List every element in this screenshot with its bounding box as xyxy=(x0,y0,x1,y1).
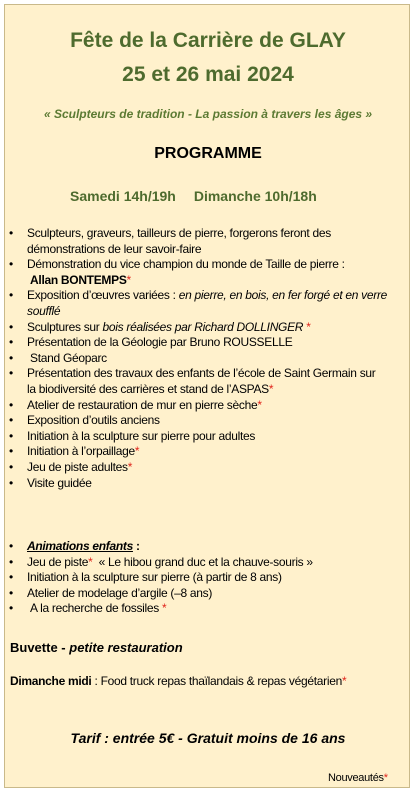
price-info: Tarif : entrée 5€ - Gratuit moins de 16 ans xyxy=(70,730,346,746)
list-item: • Initiation à la sculpture sur pierre (à partir de 8 ans) xyxy=(0,570,387,586)
list-item: • Atelier de restauration de mur en pierre sèche* xyxy=(0,398,387,414)
new-marker: * xyxy=(162,601,167,616)
list-item: • Jeu de piste adultes* xyxy=(0,460,387,476)
saturday-hours: Samedi 14h/19h xyxy=(70,188,176,204)
list-item: • Exposition d’outils anciens xyxy=(0,413,387,429)
new-marker: * xyxy=(134,444,140,459)
kids-activity-list xyxy=(0,539,387,617)
list-item: • Initiation à l’orpaillage* xyxy=(0,444,387,460)
list-item: • Initiation à la sculpture sur pierre pour adultes xyxy=(0,429,387,445)
event-title: Fête de la Carrière de GLAY xyxy=(70,29,346,52)
new-legend: Nouveautés* xyxy=(328,772,388,784)
opening-hours xyxy=(70,188,317,204)
new-marker: * xyxy=(268,381,274,396)
list-item: • Sculpteurs, graveurs, tailleurs de pierre, forgerons feront des démonstrations de leur savoir-faire xyxy=(0,226,387,257)
new-marker: * xyxy=(306,319,311,334)
new-marker: * xyxy=(126,272,131,287)
activity-list xyxy=(0,226,387,491)
event-dates: 25 et 26 mai 2024 xyxy=(122,63,294,86)
list-item: • Visite guidée xyxy=(0,476,387,492)
list-item: • Démonstration du vice champion du monde de Taille de pierre : Allan BONTEMPS* xyxy=(0,257,387,288)
list-item: • Présentation de la Géologie par Bruno ROUSSELLE xyxy=(0,335,387,351)
list-item: • Exposition d’œuvres variées : en pierre, en bois, en fer forgé et en verre soufflé xyxy=(0,288,387,319)
list-item: • Atelier de modelage d’argile (–8 ans) xyxy=(0,586,387,602)
list-item: • Stand Géoparc xyxy=(0,351,387,367)
new-marker: * xyxy=(88,554,93,569)
list-item: • A la recherche de fossiles * xyxy=(0,601,387,617)
new-marker: * xyxy=(127,459,133,474)
sunday-hours: Dimanche 10h/18h xyxy=(193,188,317,204)
champion-name: Allan BONTEMPS xyxy=(30,272,127,287)
buvette-line: Buvette - petite restauration xyxy=(10,640,183,655)
kids-heading: • Animations enfants : xyxy=(0,539,387,555)
sunday-lunch-line: Dimanche midi : Food truck repas thaïlandais & repas végétarien* xyxy=(10,674,347,688)
new-marker: * xyxy=(341,674,347,688)
event-subtitle: « Sculpteurs de tradition - La passion à travers les âges » xyxy=(43,107,373,121)
programme-heading: PROGRAMME xyxy=(154,145,262,162)
list-item: • Présentation des travaux des enfants de l’école de Saint Germain sur la biodiversité des carrières et stand de l’ASPAS* xyxy=(0,366,387,397)
new-marker: * xyxy=(257,397,262,412)
list-item: • Jeu de piste* « Le hibou grand duc et la chauve-souris » xyxy=(0,555,387,571)
list-item: • Sculptures sur bois réalisées par Richard DOLLINGER * xyxy=(0,320,387,336)
new-marker: * xyxy=(383,772,388,784)
